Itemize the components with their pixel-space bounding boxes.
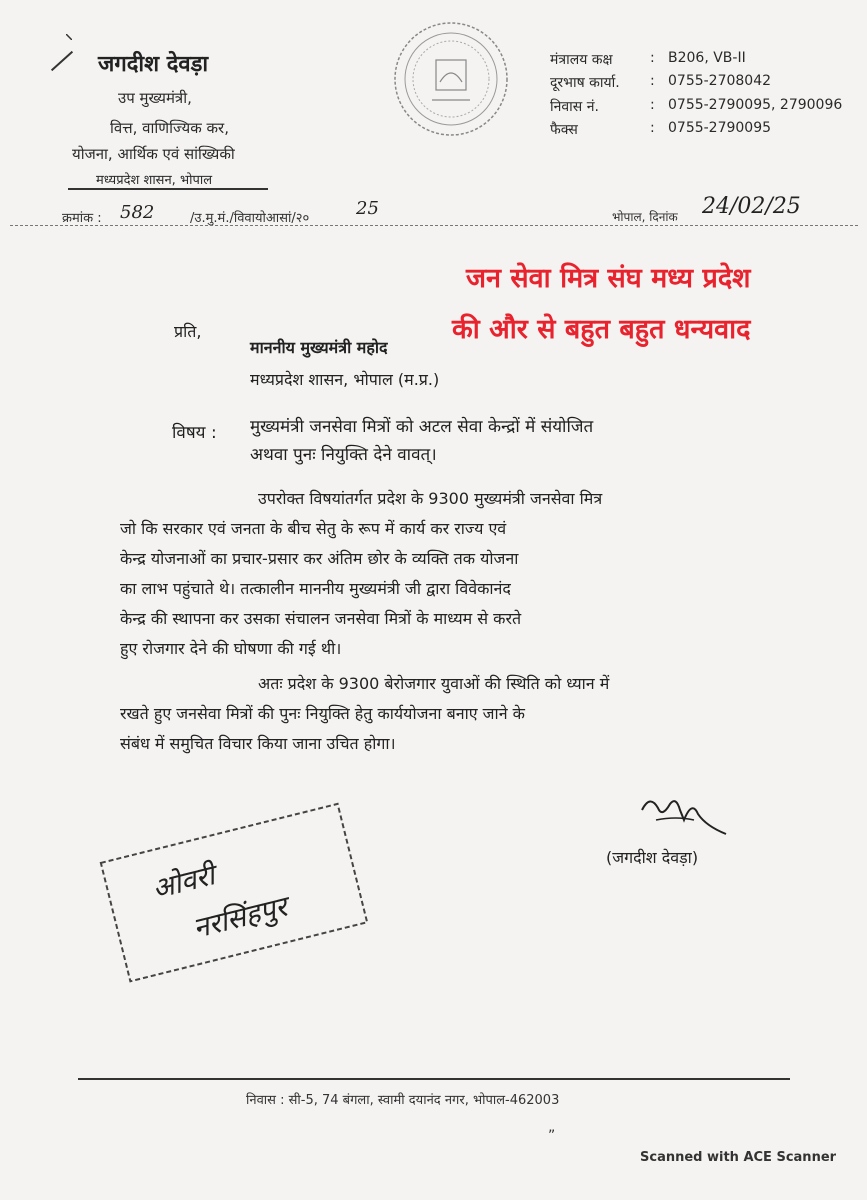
sender-government: मध्यप्रदेश शासन, भोपाल <box>96 173 213 188</box>
overlay-thanks-line-1: जन सेवा मित्र संघ मध्य प्रदेश <box>466 263 751 294</box>
recipient-prefix: प्रति, <box>174 322 202 341</box>
signatory-name: (जगदीश देवड़ा) <box>606 848 699 867</box>
body-paragraph-1 <box>120 484 602 664</box>
place-date-label: भोपाल, दिनांक <box>612 210 678 224</box>
contact-label-phone: दूरभाष कार्या. <box>550 75 620 91</box>
paragraph-line: अतः प्रदेश के 9300 बेरोजगार युवाओं की स्थिति को ध्यान में <box>258 674 610 693</box>
overlay-thanks-line-2: की और से बहुत बहुत धन्यवाद <box>452 314 751 345</box>
recipient-line-2: मध्यप्रदेश शासन, भोपाल (म.प्र.) <box>250 370 440 389</box>
subject-line-2: अथवा पुनः नियुक्ति देने वावत्। <box>250 445 437 465</box>
sender-portfolio-1: वित्त, वाणिज्यिक कर, <box>110 119 229 137</box>
subject-line-1: मुख्यमंत्री जनसेवा मित्रों को अटल सेवा केन्द्रों में संयोजित <box>250 417 594 437</box>
contact-label-residence: निवास नं. <box>550 99 599 115</box>
stamp-text-1: ओवरी <box>148 858 218 906</box>
reference-year: 25 <box>356 198 379 219</box>
inward-stamp <box>96 799 372 986</box>
signature-scribble-icon <box>636 790 736 840</box>
contact-value-residence: 0755-2790095, 2790096 <box>668 97 843 113</box>
reference-number: 582 <box>120 202 155 223</box>
stamp-text-2: नरसिंहपुर <box>189 889 291 945</box>
letter-date: 24/02/25 <box>702 194 801 219</box>
recipient-line-1: माननीय मुख्यमंत्री महोद <box>250 338 388 357</box>
sender-portfolio-2: योजना, आर्थिक एवं सांख्यिकी <box>72 145 235 163</box>
corner-mark-icon <box>66 34 72 40</box>
contact-label-fax: फैक्स <box>550 122 578 138</box>
paragraph-line: जो कि सरकार एवं जनता के बीच सेतु के रूप में कार्य कर राज्य एवं <box>120 519 507 538</box>
footer-rule <box>78 1078 790 1080</box>
paragraph-line: संबंध में समुचित विचार किया जाना उचित होगा। <box>120 734 396 753</box>
header-underline <box>68 188 268 190</box>
paragraph-line: रखते हुए जनसेवा मित्रों की पुनः नियुक्ति हेतु कार्ययोजना बनाए जाने के <box>120 704 525 723</box>
reference-prefix: क्रमांक : <box>62 211 102 226</box>
reference-dotted-line <box>10 225 858 226</box>
contact-value-fax: 0755-2790095 <box>668 120 772 136</box>
sender-name: जगदीश देवड़ा <box>98 52 209 77</box>
sender-designation: उप मुख्यमंत्री, <box>118 89 192 107</box>
contact-colon: : <box>650 50 655 66</box>
residence-address: निवास : सी-5, 74 बंगला, स्वामी दयानंद नगर, भोपाल-462003 <box>246 1093 560 1108</box>
paragraph-line: हुए रोजगार देने की घोषणा की गई थी। <box>120 639 342 658</box>
slash-mark <box>51 51 73 71</box>
subject-label: विषय : <box>172 423 217 443</box>
reference-code: /उ.मु.मं./विवायोआसां/२० <box>190 211 310 226</box>
paragraph-line: केन्द्र योजनाओं का प्रचार-प्रसार कर अंतिम छोर के व्यक्ति तक योजना <box>120 549 519 568</box>
contact-label-office: मंत्रालय कक्ष <box>550 52 613 68</box>
contact-colon: : <box>650 120 655 136</box>
paragraph-line: उपरोक्त विषयांतर्गत प्रदेश के 9300 मुख्यमंत्री जनसेवा मित्र <box>258 489 603 508</box>
state-emblem-icon <box>392 20 510 138</box>
footer-mark: ” <box>548 1128 556 1144</box>
paragraph-line: का लाभ पहुंचाते थे। तत्कालीन माननीय मुख्यमंत्री जी द्वारा विवेकानंद <box>120 579 511 598</box>
paragraph-line: केन्द्र की स्थापना कर उसका संचालन जनसेवा मित्रों के माध्यम से करते <box>120 609 522 628</box>
contact-colon: : <box>650 73 655 89</box>
contact-colon: : <box>650 97 655 113</box>
scanner-watermark: Scanned with ACE Scanner <box>640 1150 837 1165</box>
contact-value-office: B206, VB-II <box>668 50 746 66</box>
body-paragraph-2 <box>120 669 609 759</box>
contact-value-phone: 0755-2708042 <box>668 73 772 89</box>
